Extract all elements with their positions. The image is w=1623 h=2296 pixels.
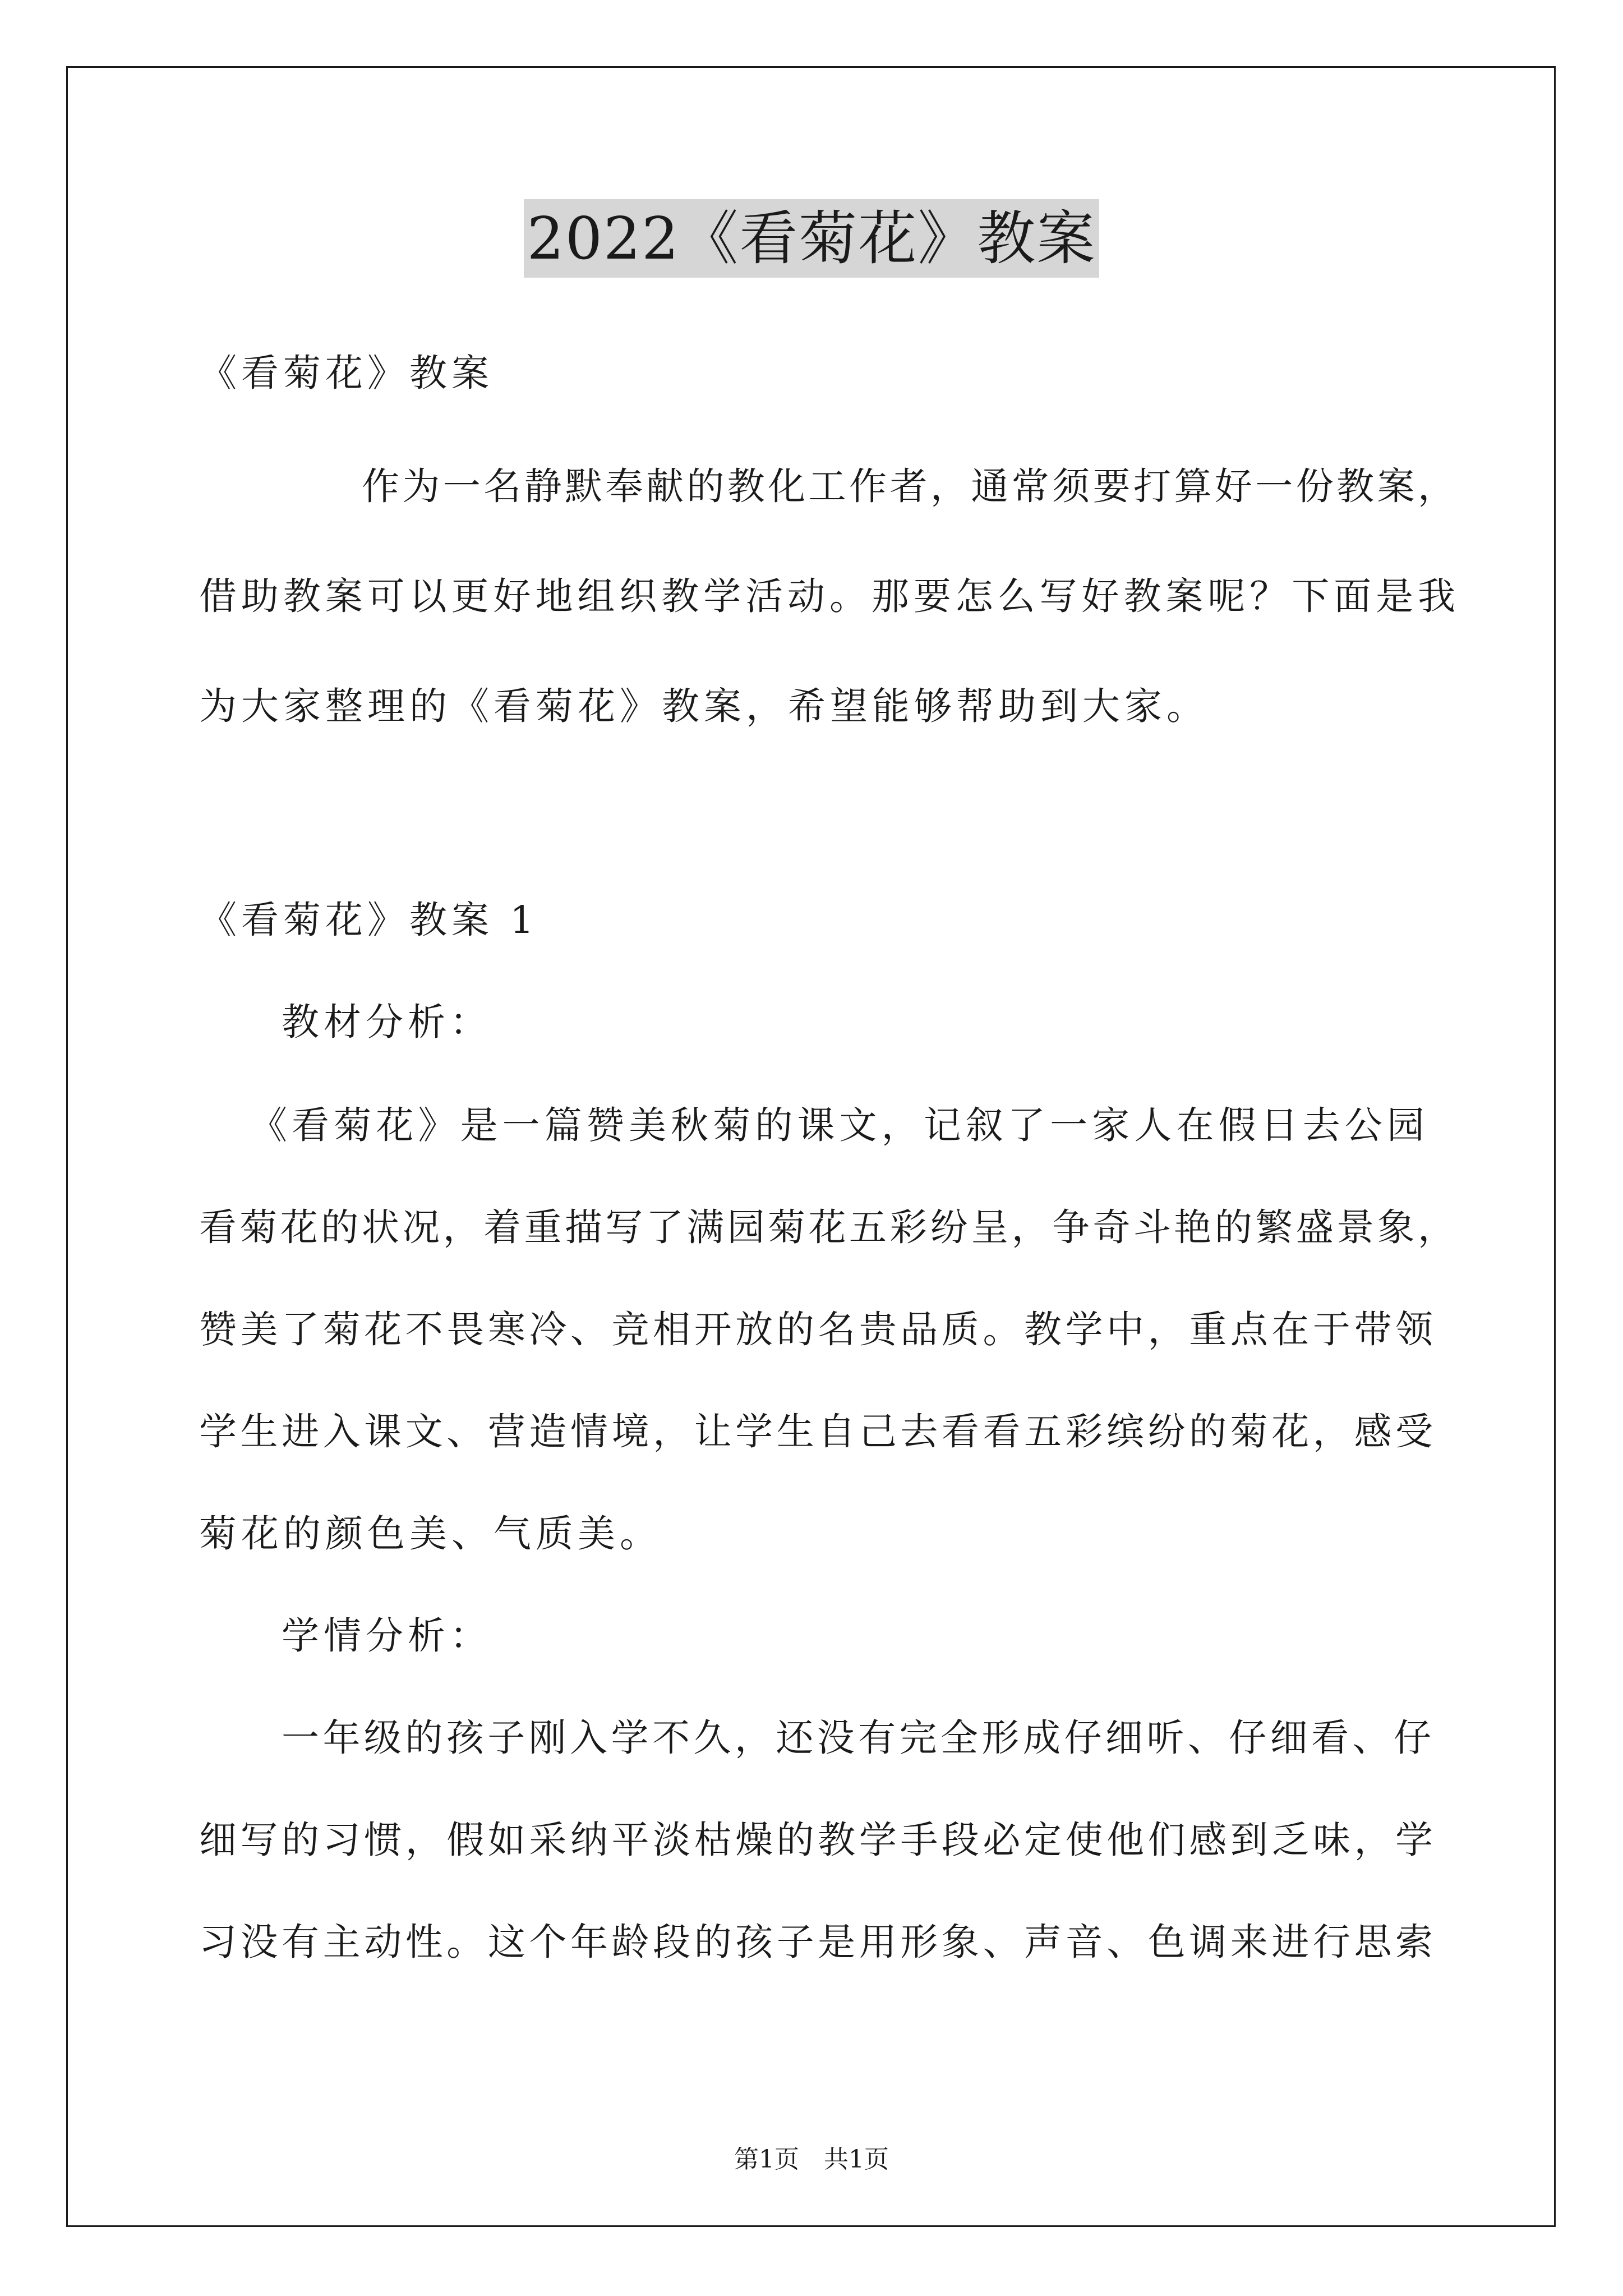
intro-line-2: 借助教案可以更好地组织教学活动。那要怎么写好教案呢？下面是我 xyxy=(199,574,1455,618)
textbook-line-4: 学生进入课文、营造情境，让学生自己去看看五彩缤纷的菊花，感受 xyxy=(199,1410,1433,1453)
page-footer: 第1页 共1页 xyxy=(734,2145,889,2174)
document-subtitle: 《看菊花》教案 xyxy=(199,351,494,395)
textbook-line-3: 赞美了菊花不畏寒冷、竞相开放的名贵品质。教学中，重点在于带领 xyxy=(199,1308,1433,1351)
document-title-text: 2022《看菊花》教案 xyxy=(524,199,1100,278)
intro-line-1: 作为一名静默奉献的教化工作者，通常须要打算好一份教案， xyxy=(362,464,1455,508)
document-title xyxy=(0,199,1623,278)
textbook-line-1: 《看菊花》是一篇赞美秋菊的课文，记叙了一家人在假日去公园 xyxy=(250,1103,1424,1147)
student-line-1: 一年级的孩子刚入学不久，还没有完全形成仔细听、仔细看、仔 xyxy=(282,1716,1431,1760)
textbook-line-2: 看菊花的状况，着重描写了满园菊花五彩纷呈，争奇斗艳的繁盛景象， xyxy=(199,1205,1455,1249)
intro-line-3: 为大家整理的《看菊花》教案，希望能够帮助到大家。 xyxy=(199,684,1209,728)
student-line-2: 细写的习惯，假如采纳平淡枯燥的教学手段必定使他们感到乏味，学 xyxy=(199,1818,1433,1862)
textbook-line-5: 菊花的颜色美、气质美。 xyxy=(199,1512,662,1556)
textbook-analysis-heading: 教材分析： xyxy=(282,1000,492,1044)
student-line-3: 习没有主动性。这个年龄段的孩子是用形象、声音、色调来进行思索 xyxy=(199,1920,1433,1964)
section-heading: 《看菊花》教案 1 xyxy=(199,898,538,942)
student-analysis-heading: 学情分析： xyxy=(282,1614,492,1658)
